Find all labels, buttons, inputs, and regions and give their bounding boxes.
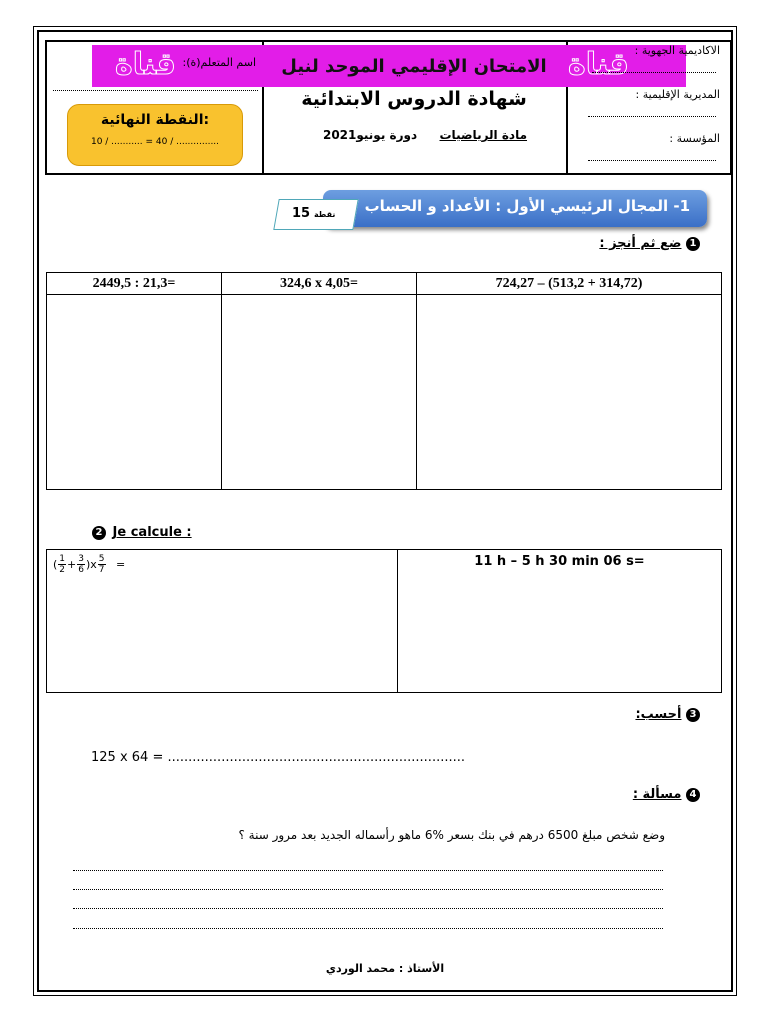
direction-field[interactable] xyxy=(588,116,716,117)
certificate-title: شهادة الدروس الابتدائية xyxy=(301,88,527,110)
answer-line-3[interactable] xyxy=(73,908,663,909)
exam-title: الامتحان الإقليمي الموحد لنيل xyxy=(281,56,547,77)
points-badge xyxy=(292,206,335,221)
watermark-left: قناة xyxy=(115,47,176,82)
subject-label: مادة الرياضيات xyxy=(439,128,528,142)
institution-field[interactable] xyxy=(588,160,716,161)
q1-heading xyxy=(520,236,700,251)
section-title: 1- المجال الرئيسي الأول : الأعداد و الحساب xyxy=(364,197,690,215)
q4-heading xyxy=(560,787,700,802)
answer-line-1[interactable] xyxy=(73,870,663,871)
q1-answer-cell-3[interactable] xyxy=(417,295,722,490)
teacher-signature: الأستاذ : محمد الوردي xyxy=(325,962,445,975)
q2-fraction-cell[interactable] xyxy=(47,550,398,693)
student-name-field[interactable] xyxy=(53,90,258,91)
points-word: نقطة xyxy=(313,210,336,219)
q3-expression[interactable]: 125 x 64 = ........................................................................ xyxy=(91,750,465,765)
q2-title: Je calcule : xyxy=(112,525,192,540)
fraction-c-num: 5 xyxy=(98,554,105,564)
final-score-label: :النقطة النهائية xyxy=(100,112,210,128)
q2-frac-expression xyxy=(53,554,126,575)
plus-sign: + xyxy=(67,557,77,571)
q3-number-icon: 3 xyxy=(686,708,700,722)
q4-title: مسألة : xyxy=(632,787,682,802)
q2-table xyxy=(46,549,722,693)
q2-time-cell[interactable] xyxy=(398,550,722,693)
fraction-b xyxy=(77,554,85,575)
answer-line-2[interactable] xyxy=(73,889,663,890)
fraction-c xyxy=(98,554,106,575)
answer-line-4[interactable] xyxy=(73,928,663,929)
fraction-b-num: 3 xyxy=(78,554,84,564)
fraction-a-num: 1 xyxy=(59,554,66,564)
final-score-line[interactable]: 10 / ........... = 40 / ............... xyxy=(90,137,220,147)
q1-op-division: 2449,5 : 21,3= xyxy=(47,273,222,295)
watermark-right: قناة xyxy=(568,47,629,82)
q1-title: ضع ثم أنجز : xyxy=(599,236,682,251)
q1-op-multiplication: 324,6 x 4,05= xyxy=(222,273,417,295)
fraction-a-den: 2 xyxy=(59,565,66,575)
academy-field[interactable] xyxy=(592,72,716,73)
paren-open: ( xyxy=(53,557,58,571)
paren-close-times: )x xyxy=(85,557,97,571)
q1-answer-cell-1[interactable] xyxy=(47,295,222,490)
points-number: 15 xyxy=(292,206,311,221)
equals-sign: = xyxy=(116,557,126,571)
q2-heading xyxy=(92,525,192,540)
q2-time-expression: 11 h – 5 h 30 min 06 s= xyxy=(474,554,645,569)
academy-label: الاكاديمية الجهوية : xyxy=(634,44,720,57)
q1-answer-cell-2[interactable] xyxy=(222,295,417,490)
student-name-label: اسم المتعلم(ة): xyxy=(182,56,256,69)
fraction-c-den: 7 xyxy=(98,565,105,575)
session-label: دورة يونيو2021 xyxy=(322,128,418,142)
q1-op-subtraction: 724,27 – (513,2 + 314,72) xyxy=(417,273,722,295)
q4-problem-text: وضع شخص مبلغ 6500 درهم في بنك بسعر %6 ماهو رأسماله الجديد بعد مرور سنة ؟ xyxy=(238,828,665,842)
q1-operations-table xyxy=(46,272,722,490)
direction-label: المديرية الإقليمية : xyxy=(635,88,720,101)
q3-heading xyxy=(560,707,700,722)
q1-number-icon: 1 xyxy=(686,237,700,251)
subject-session xyxy=(300,128,550,142)
q3-title: أحسب: xyxy=(635,707,682,722)
q4-number-icon: 4 xyxy=(686,788,700,802)
institution-label: المؤسسة : xyxy=(669,132,720,145)
fraction-a xyxy=(58,554,66,575)
fraction-b-den: 6 xyxy=(78,565,84,575)
q2-number-icon: 2 xyxy=(92,526,106,540)
